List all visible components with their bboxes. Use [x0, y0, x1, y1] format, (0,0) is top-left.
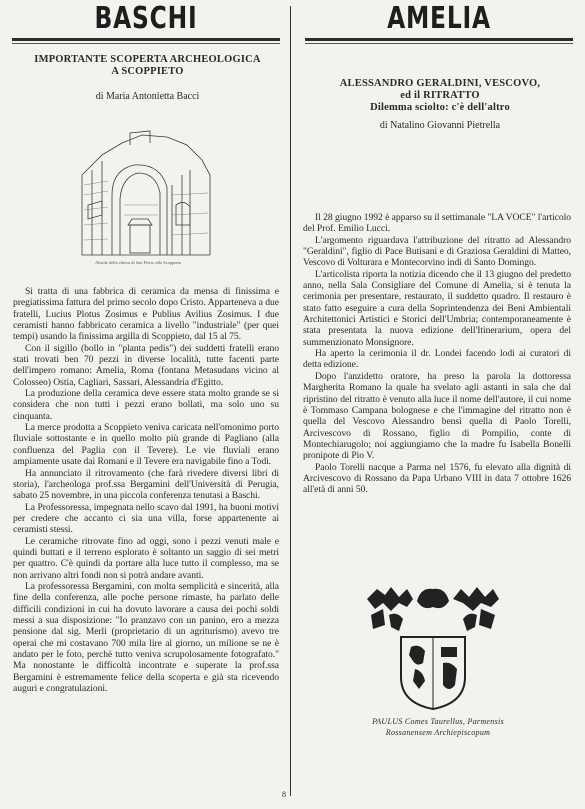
- title-line-1: ALESSANDRO GERALDINI, VESCOVO,: [339, 78, 541, 89]
- coat-of-arms-emblem: [363, 585, 503, 710]
- emblem-caption: [333, 716, 543, 738]
- masthead-rule: [12, 38, 280, 41]
- masthead-rule-thin: [12, 43, 280, 44]
- right-column: [293, 0, 585, 809]
- page-number: 8: [282, 790, 286, 799]
- title-line-3: Dilemma sciolto: c'è dell'altro: [370, 102, 510, 113]
- paragraph: Dopo l'anzidetto oratore, ha preso la parola la dottoressa Margherita Romano la quale ha svelato agli astanti in sala che dal ripristino del ritratto è venuto alla luce il nome dell'autore, il cui nome è Tommaso Campana bolognese e che l'immagine del ritratto non è quella del Vescovo Alessandro bensì quella di Paolo Torelli, Arcivescovo di Rossano, figlio di Pompilio, conte di Montechiarugolo; noi aggiungiamo che la madre fu Isabella Bonelli pronipote di Pio V.: [303, 370, 571, 462]
- left-column: [0, 0, 292, 809]
- emblem-caption-line-2: Rossanensem Archiepiscopum: [385, 728, 491, 737]
- paragraph: Paolo Torelli nacque a Parma nel 1576, fu elevato alla dignità di Arcivescovo di Rossano da Papa Urbano VIII in data 7 ottobre 1626 all'età di anni 50.: [303, 461, 571, 496]
- masthead-baschi: BASCHI: [94, 1, 198, 36]
- title-line-1: IMPORTANTE SCOPERTA ARCHEOLOGICA: [34, 54, 261, 65]
- paragraph: Il 28 giugno 1992 è apparso su il settimanale "LA VOCE" l'articolo del Prof. Emilio Lucci.: [303, 212, 571, 235]
- paragraph: La Professoressa, impegnata nello scavo dal 1991, ha buoni motivi per credere che accanto ci sia una villa, forse appartenente ai ceramisti stessi.: [13, 501, 279, 536]
- paragraph: Ha aperto la cerimonia il dr. Londei facendo lodi ai curatori di detta edizione.: [303, 348, 571, 371]
- paragraph: L'articolista riporta la notizia dicendo che il 13 giugno del predetto anno, nella Sala Consigliare del Comune di Amelia, si è tenuta la cerimonia per presentare, restaurato, il suddetto quadro. Il restauro è stato fatto eseguire a cura della Soprintendenza dei Beni Ambientali Architettonici Artistici e Storici dell'Umbria; contemporaneamente è stata presentata la nuova edizione dell'Itinerarium, opera del summenzionato Monsignore.: [303, 268, 571, 348]
- masthead-rule: [305, 38, 573, 41]
- byline: di Maria Antonietta Bacci: [95, 91, 200, 102]
- paragraph: Con il sigillo (bollo in "planta pedis") dei suddetti fratelli erano stati trovati ben 70 pezzi in diverse località, tutte facenti parte dell'impero romano: Amelia, Roma (fontana Metasudans vicino al Colosseo) Ostia, Cagliari, Sassari, Alessandria d'Egitto.: [13, 342, 279, 388]
- column-divider: [290, 6, 291, 796]
- article-title: [301, 78, 579, 114]
- church-apse-illustration: [72, 115, 220, 260]
- article-title: [10, 54, 285, 78]
- paragraph: Le ceramiche ritrovate fino ad oggi, sono i pezzi venuti male e quindi buttati e il terreno esplorato è soltanto un saggio di sei metri per quattro. C'è quindi da portare alla luce tutto il complesso, ma se non arrivano altri fondi non si potrà andare avanti.: [13, 535, 279, 581]
- paragraph: L'argomento riguardava l'attribuzione del ritratto ad Alessandro "Geraldini", figlio di Pace Butisani e di Graziosa Geraldini di Matteo, Vescovo di Volturara e Montecorvino indi di Santo Domingo.: [303, 234, 571, 269]
- illustration-caption: Abside della chiesa di San Pietro alla Scoppieto: [95, 260, 182, 265]
- byline: di Natalino Giovanni Pietrella: [379, 120, 501, 131]
- paragraph: Ha annunciato il ritrovamento (che farà rivedere diversi libri di storia), l'archeologa prof.ssa Bergamini dell'Università di Perugia, sabato 25 novembre, in una piccola conferenza tenutasi a Baschi.: [13, 467, 279, 502]
- paragraph: La professoressa Bergamini, con molta semplicità e sincerità, alla fine della conferenza, alle poche persone rimaste, ha parlato delle difficili condizioni in cui ha dovuto lavorare a causa dei pochi soldi messi a sua disposizione: "Io pranzavo con un panino, ero a mezza pensione dal sig. Merli (proprietario di un agriturismo) avevo tre operai che mi costavano 700 mila lire al giorno, un milione se ne è andato per le foto, perchè tutto veniva scrupolosamente fotografato." Ma nonostante le difficoltà incontrate e superate la prof.ssa Bergamini è estremamente felice della scoperta e già sta ricevendo auguri e congratulazioni.: [13, 580, 279, 695]
- emblem-caption-line-1: PAULUS Comes Taurellus, Parmensis: [372, 717, 504, 726]
- title-line-2: A SCOPPIETO: [111, 66, 184, 77]
- article-body-right: [303, 212, 571, 496]
- paragraph: Si tratta di una fabbrica di ceramica da mensa di finissima e pregiatissima fattura del primo secolo dopo Cristo. Apparteneva a due fratelli, Lucius Plotus Zosimus e Publius Avilius Zosimus. I due ceramisti hanno fabbricato ceramica a livello "industriale" (per quei tempi) usando la finissima argilla di Scoppieto, dal 15 al 75.: [13, 286, 279, 343]
- masthead-amelia: AMELIA: [387, 1, 491, 36]
- title-line-2: ed il RITRATTO: [400, 90, 480, 101]
- paragraph: La merce prodotta a Scoppieto veniva caricata nell'omonimo porto fluviale sottostante e in quello molto più grande di Pagliano (alla confluenza del Paglia con il Tevere). Le vie fluviali erano ampiamente usate dai Romani e il Tevere era navigabile fino a Todi.: [13, 422, 279, 468]
- masthead-rule-thin: [305, 43, 573, 44]
- article-body-left: [13, 286, 279, 694]
- paragraph: La produzione della ceramica deve essere stata molto grande se si considera che non tutti i pezzi erano bollati, ma solo uno su cinquanta.: [13, 388, 279, 422]
